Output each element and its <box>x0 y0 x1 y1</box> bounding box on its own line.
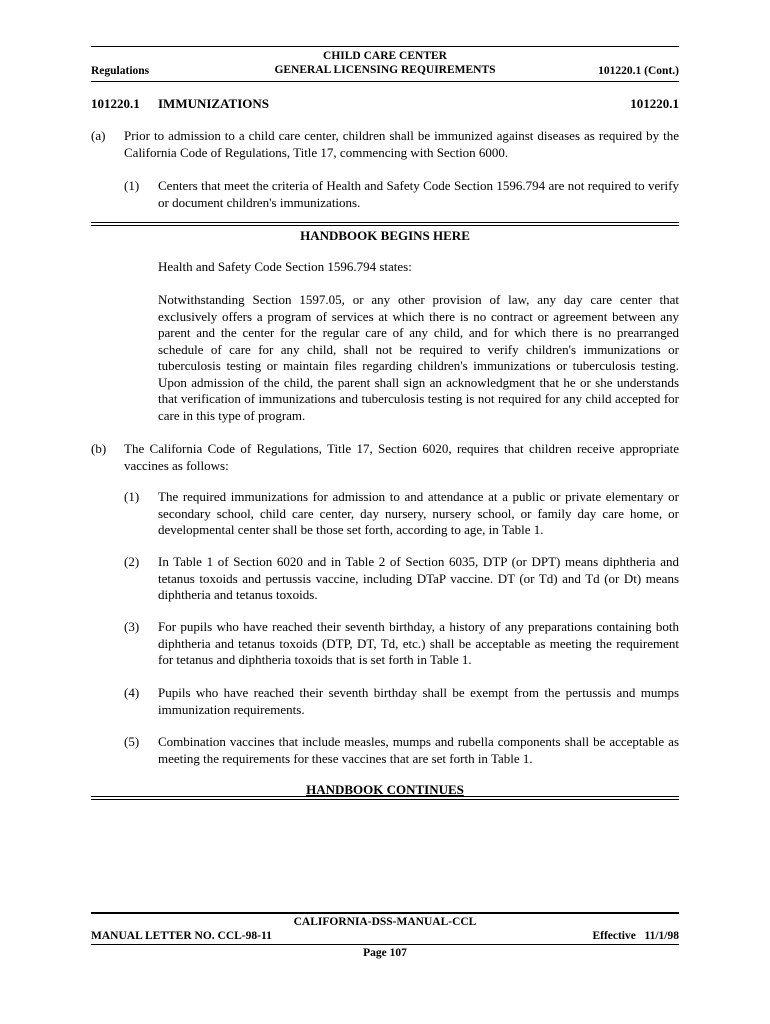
item-a1-text: Centers that meet the criteria of Health and Safety Code Section 1596.794 are not required to verify or document children's immunizations. <box>158 178 679 210</box>
footer-manual-letter: MANUAL LETTER NO. CCL-98-11 <box>91 930 272 942</box>
header-title-line2: GENERAL LICENSING REQUIREMENTS <box>274 64 496 76</box>
footer-title: CALIFORNIA-DSS-MANUAL-CCL <box>293 916 477 928</box>
item-b-label: (b) <box>91 441 107 456</box>
item-a1-label: (1) <box>124 178 140 193</box>
item-b3-text: For pupils who have reached their seventh birthday, a history of any preparations containing both diphtheria and tetanus toxoids (DTP, DT, Td, etc.) shall be acceptable as meeting the requirement for tetanus and diphtheria toxoids that is set forth in Table 1. <box>158 619 679 667</box>
handbook-begins-rule-2 <box>91 225 679 226</box>
footer-top-rule <box>91 912 679 914</box>
item-b4-text: Pupils who have reached their seventh birthday shall be exempt from the pertussis and mumps immunization requirements. <box>158 685 679 717</box>
handbook-begins-heading: HANDBOOK BEGINS HERE <box>300 228 470 243</box>
section-number-left: 101220.1 <box>91 96 140 111</box>
item-b5-text: Combination vaccines that include measles, mumps and rubella components shall be acceptable as meeting the requirements for these vaccines that are set forth in Table 1. <box>158 734 679 766</box>
item-a-label: (a) <box>91 128 106 143</box>
footer-bottom-rule <box>91 944 679 945</box>
item-b-text: The California Code of Regulations, Title 17, Section 6020, requires that children receive appropriate vaccines as follows: <box>124 441 679 473</box>
item-b4-label: (4) <box>124 685 140 700</box>
header-title-line1: CHILD CARE CENTER <box>323 50 447 62</box>
item-a-text: Prior to admission to a child care center, children shall be immunized against diseases as required by the California Code of Regulations, Title 17, commencing with Section 6000. <box>124 128 679 160</box>
item-b2-label: (2) <box>124 554 140 569</box>
handbook-quote: Notwithstanding Section 1597.05, or any other provision of law, any day care center that exclusively offers a program of services at which there is no contract or agreement between any parent and the center for the regular care of any child, and for which there is no prearranged schedule of care for any child, shall not be required to verify children's immunizations or tuberculosis testing or maintain files regarding children's immunizations or tuberculosis testing. Upon admission of the child, the parent shall sign an acknowledgment that he or she understands that verification of immunizations and tuberculosis testing is not required for any child accepted for care in this type of program. <box>158 292 679 423</box>
footer-effective-date: Effective 11/1/98 <box>592 930 679 942</box>
item-b1-label: (1) <box>124 489 140 504</box>
handbook-begins-rule-1 <box>91 222 679 223</box>
handbook-continues-heading: HANDBOOK CONTINUES <box>306 782 464 797</box>
page-number: Page 107 <box>363 947 407 959</box>
header-left-label: Regulations <box>91 65 150 77</box>
handbook-intro: Health and Safety Code Section 1596.794 states: <box>158 259 412 274</box>
item-b3-label: (3) <box>124 619 140 634</box>
header-right-label: 101220.1 (Cont.) <box>598 65 679 77</box>
header-top-rule <box>91 46 679 47</box>
item-b2-text: In Table 1 of Section 6020 and in Table 2 of Section 6035, DTP (or DPT) means diphtheria and tetanus toxoids and pertussis vaccine, including DTaP vaccine. DT (or Td) and Td (or Dt) means diphtheria and tetanus toxoids. <box>158 554 679 602</box>
handbook-continues-rule-1 <box>91 796 679 797</box>
item-b1-text: The required immunizations for admission to and attendance at a public or private elementary or secondary school, child care center, day nursery, nursery school, or family day care home, or developmental center shall be those set forth, according to age, in Table 1. <box>158 489 679 537</box>
header-bottom-rule <box>91 81 679 82</box>
section-title: IMMUNIZATIONS <box>158 96 269 111</box>
item-b5-label: (5) <box>124 734 140 749</box>
handbook-continues-rule-2 <box>91 799 679 800</box>
section-number-right: 101220.1 <box>630 96 679 111</box>
